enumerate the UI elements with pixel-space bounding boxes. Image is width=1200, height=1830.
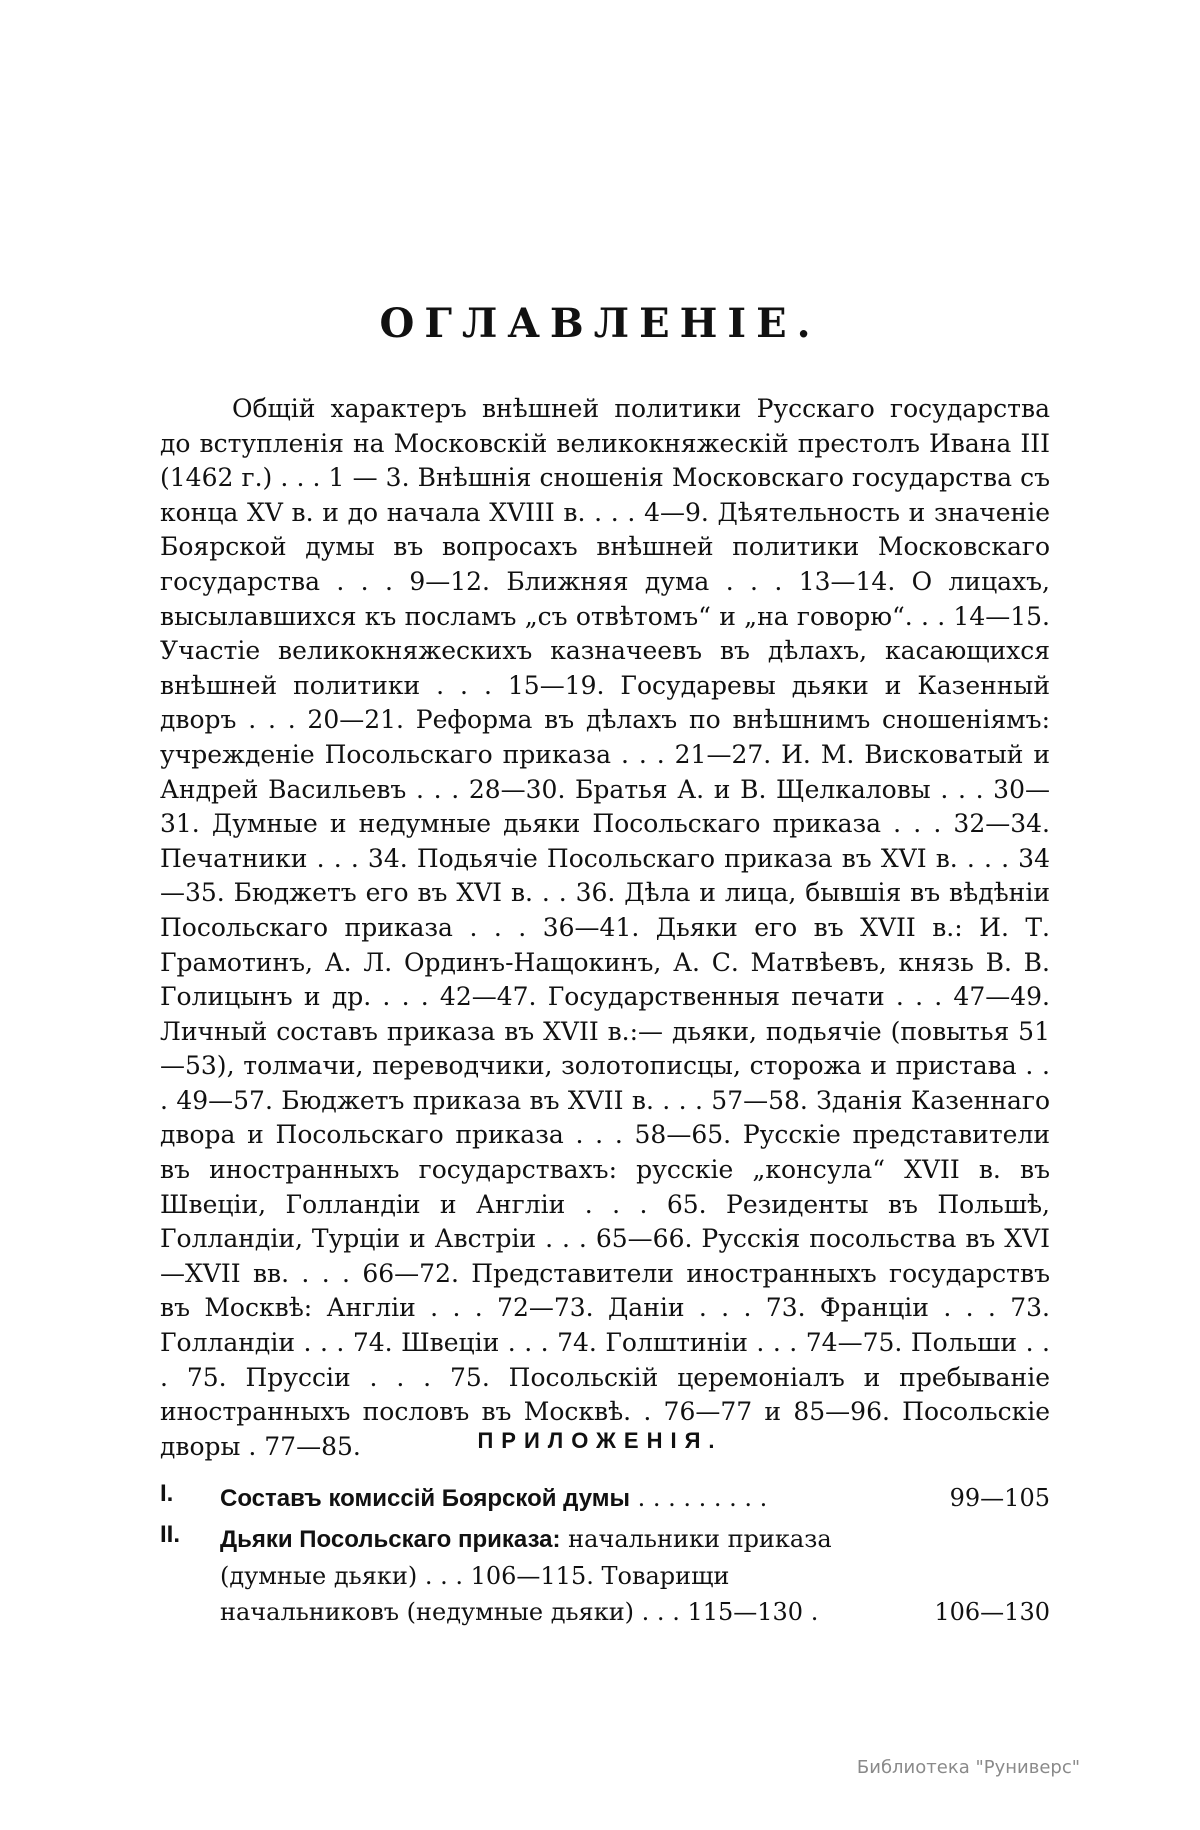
appendix-item-number: I. (160, 1480, 174, 1507)
appendix-item-text (220, 1480, 1050, 1517)
library-watermark: Библиотека "Руниверс" (856, 1757, 1080, 1778)
appendix-item-pages: 99—105 (949, 1484, 1050, 1512)
appendix-item-description: начальники приказа (думные дьяки) . . . 106—115. Товарищи начальниковъ (недумные дьяки) . . . 115—130 . (220, 1525, 832, 1626)
appendix-item-title: Составъ комиссій Боярской думы (220, 1485, 630, 1512)
appendix-item-1 (160, 1480, 1050, 1517)
appendix-heading: ПРИЛОЖЕНІЯ. (477, 1428, 723, 1453)
appendix-item-2 (160, 1521, 1050, 1630)
table-of-contents (160, 392, 1050, 1464)
appendix-item-pages: 106—130 (934, 1598, 1050, 1626)
appendix-item-description: . . . . . . . . . (629, 1484, 768, 1512)
appendix-item-number: II. (160, 1521, 181, 1548)
appendix-item-title: Дьяки Посольскаго приказа: (220, 1526, 561, 1553)
toc-paragraph: Общій характеръ внѣшней политики Русскаго государства до вступленія на Московскій великокняжескій престолъ Ивана III (1462 г.) . . . 1 — 3. Внѣшнія сношенія Московскаго государства съ конца XV в. и до начала XVIII в. . . . 4—9. Дѣятельность и значеніе Боярской думы въ вопросахъ внѣшней политики Московскаго государства . . . 9—12. Ближняя дума . . . 13—14. О лицахъ, высылавшихся къ посламъ „съ отвѣтомъ“ и „на говорю“. . . 14—15. Участіе великокняжескихъ казначеевъ въ дѣлахъ, касающихся внѣшней политики . . . 15—19. Государевы дьяки и Казенный дворъ . . . 20—21. Реформа въ дѣлахъ по внѣшнимъ сношеніямъ: учрежденіе Посольскаго приказа . . . 21—27. И. М. Висковатый и Андрей Васильевъ . . . 28—30. Братья А. и В. Щелкаловы . . . 30—31. Думные и недумные дьяки Посольскаго приказа . . . 32—34. Печатники . . . 34. Подьячіе Посольскаго приказа въ XVI в. . . . 34—35. Бюджетъ его въ XVI в. . . 36. Дѣла и лица, бывшія въ вѣдѣніи Посольскаго приказа . . . 36—41. Дьяки его въ XVII в.: И. Т. Грамотинъ, А. Л. Ординъ-Нащокинъ, А. С. Матвѣевъ, князь В. В. Голицынъ и др. . . . 42—47. Государственныя печати . . . 47—49. Личный составъ приказа въ XVII в.:— дьяки, подьячіе (повытья 51—53), толмачи, переводчики, золотописцы, сторожа и пристава . . . 49—57. Бюджетъ приказа въ XVII в. . . . 57—58. Зданія Казеннаго двора и Посольскаго приказа . . . 58—65. Русскіе представители въ иностранныхъ государствахъ: русскіе „консула“ XVII в. въ Швеціи, Голландіи и Англіи . . . 65. Резиденты въ Польшѣ, Голландіи, Турціи и Австріи . . . 65—66. Русскія посольства въ XVI—XVII вв. . . . 66—72. Представители иностранныхъ государствъ въ Москвѣ: Англіи . . . 72—73. Даніи . . . 73. Франціи . . . 73. Голландіи . . . 74. Швеціи . . . 74. Голштиніи . . . 74—75. Польши . . . 75. Пруссіи . . . 75. Посольскій церемоніалъ и пребываніе иностранныхъ пословъ въ Москвѣ. . 76—77 и 85—96. Посольскіе дворы . 77—85. (160, 394, 1050, 1461)
appendix-list (160, 1480, 1050, 1630)
appendix-item-text (220, 1521, 1050, 1630)
page-title: ОГЛАВЛЕНІЕ. (379, 300, 821, 347)
